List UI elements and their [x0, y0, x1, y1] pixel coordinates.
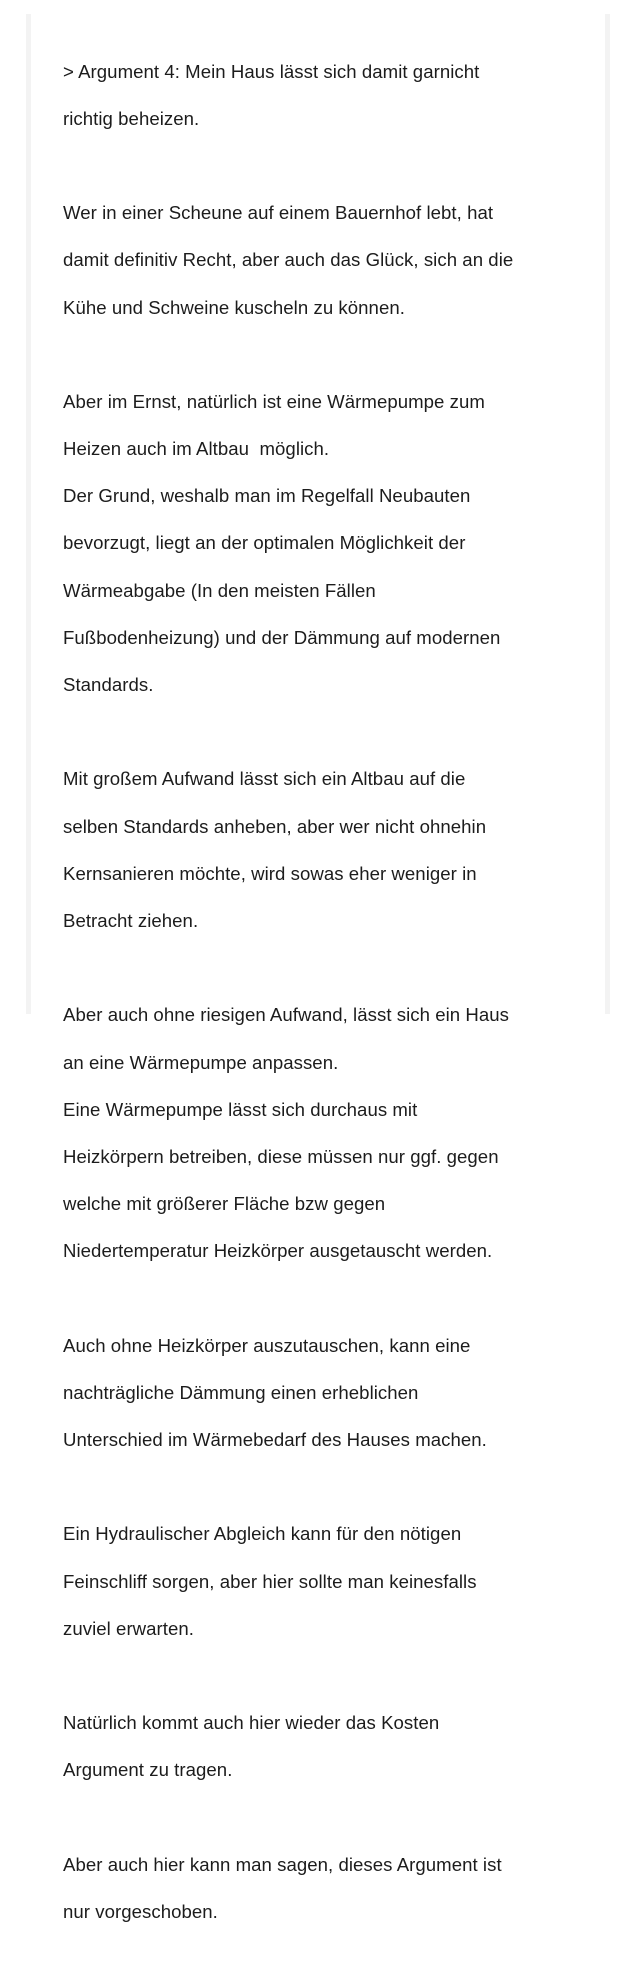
text-line: richtig beheizen.: [63, 107, 200, 129]
document-card: [26, 14, 610, 1922]
text-line: Standards.: [63, 674, 154, 696]
text-line: Heizen auch im Altbau möglich.: [63, 438, 330, 460]
text-line: Kernsanieren möchte, wird sowas eher weniger in: [63, 862, 477, 884]
text-line: Ein Hydraulischer Abgleich kann für den nötigen: [63, 1523, 462, 1545]
text-line: Unterschied im Wärmebedarf des Hauses machen.: [63, 1429, 487, 1451]
text-line: welche mit größerer Fläche bzw gegen: [63, 1193, 386, 1215]
text-line: Wärmeabgabe (In den meisten Fällen: [63, 579, 376, 601]
text-line: selben Standards anheben, aber wer nicht ohnehin: [63, 815, 487, 837]
text-line: Fußbodenheizung) und der Dämmung auf modernen: [63, 626, 501, 648]
document-body: [63, 36, 583, 1971]
paragraph: [63, 744, 583, 956]
paragraph: [63, 1829, 583, 1947]
text-line: Argument zu tragen.: [63, 1759, 233, 1781]
text-line: an eine Wärmepumpe anpassen.: [63, 1051, 339, 1073]
text-line: Niedertemperatur Heizkörper ausgetauscht werden.: [63, 1240, 493, 1262]
text-line: Aber auch hier kann man sagen, dieses Argument ist: [63, 1853, 502, 1875]
paragraph: [63, 1310, 583, 1475]
text-line: Eine Wärmepumpe lässt sich durchaus mit: [63, 1098, 418, 1120]
paragraph-argument-heading: [63, 36, 583, 154]
text-line: zuviel erwarten.: [63, 1617, 195, 1639]
text-line: Betracht ziehen.: [63, 909, 199, 931]
paragraph: [63, 1499, 583, 1664]
text-line: > Argument 4: Mein Haus lässt sich damit garnicht: [63, 60, 480, 82]
paragraph: [63, 178, 583, 343]
text-line: Feinschliff sorgen, aber hier sollte man keinesfalls: [63, 1570, 477, 1592]
text-line: nachträgliche Dämmung einen erheblichen: [63, 1381, 419, 1403]
text-line: Wer in einer Scheune auf einem Bauernhof lebt, hat: [63, 202, 494, 224]
text-line: Aber im Ernst, natürlich ist eine Wärmepumpe zum: [63, 390, 485, 412]
text-line: bevorzugt, liegt an der optimalen Möglichkeit der: [63, 532, 466, 554]
paragraph: [63, 366, 583, 720]
text-line: Der Grund, weshalb man im Regelfall Neubauten: [63, 485, 471, 507]
text-line: Kühe und Schweine kuscheln zu können.: [63, 296, 405, 318]
paragraph: [63, 980, 583, 1287]
text-line: damit definitiv Recht, aber auch das Glück, sich an die: [63, 249, 514, 271]
text-line: Heizkörpern betreiben, diese müssen nur ggf. gegen: [63, 1145, 499, 1167]
text-line: nur vorgeschoben.: [63, 1900, 218, 1922]
text-line: Aber auch ohne riesigen Aufwand, lässt sich ein Haus: [63, 1004, 510, 1026]
text-line: Auch ohne Heizkörper auszutauschen, kann eine: [63, 1334, 471, 1356]
text-line: Mit großem Aufwand lässt sich ein Altbau auf die: [63, 768, 466, 790]
paragraph: [63, 1688, 583, 1806]
text-line: Natürlich kommt auch hier wieder das Kosten: [63, 1712, 440, 1734]
